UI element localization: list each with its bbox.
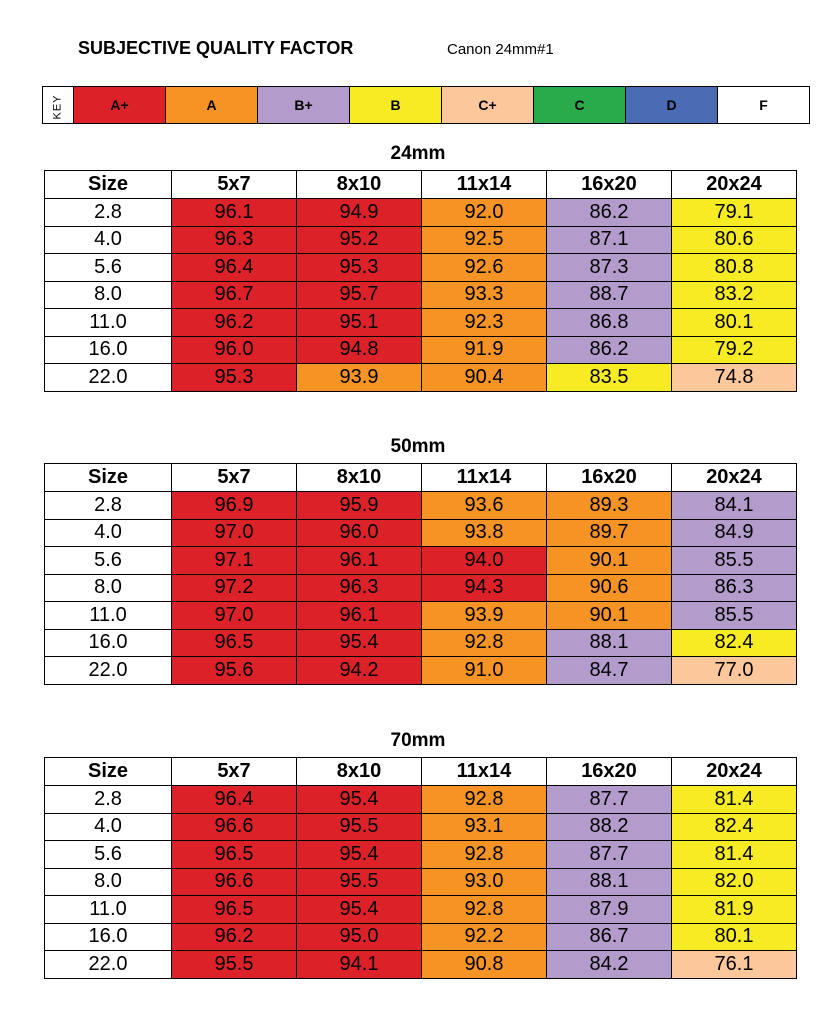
column-header: Size bbox=[45, 758, 172, 786]
value-cell: 96.5 bbox=[172, 896, 297, 924]
value-cell: 81.4 bbox=[672, 786, 797, 814]
key-grade-d: D bbox=[626, 87, 718, 124]
table-row bbox=[45, 868, 797, 896]
table-row bbox=[45, 602, 797, 630]
value-cell: 83.2 bbox=[672, 281, 797, 309]
value-cell: 93.8 bbox=[422, 519, 547, 547]
value-cell: 96.2 bbox=[172, 923, 297, 951]
value-cell: 87.7 bbox=[547, 786, 672, 814]
value-cell: 82.4 bbox=[672, 629, 797, 657]
size-cell: 2.8 bbox=[45, 199, 172, 227]
value-cell: 92.3 bbox=[422, 309, 547, 337]
value-cell: 80.1 bbox=[672, 309, 797, 337]
value-cell: 96.4 bbox=[172, 786, 297, 814]
size-cell: 16.0 bbox=[45, 629, 172, 657]
table-row bbox=[45, 226, 797, 254]
value-cell: 96.6 bbox=[172, 868, 297, 896]
page-title: SUBJECTIVE QUALITY FACTOR bbox=[78, 38, 354, 58]
key-grade-f: F bbox=[718, 87, 810, 124]
value-cell: 96.3 bbox=[172, 226, 297, 254]
key-label: KEY bbox=[51, 94, 64, 120]
value-cell: 96.5 bbox=[172, 629, 297, 657]
value-cell: 95.6 bbox=[172, 657, 297, 685]
value-cell: 87.3 bbox=[547, 254, 672, 282]
value-cell: 95.3 bbox=[297, 254, 422, 282]
value-cell: 84.2 bbox=[547, 951, 672, 979]
column-header: 11x14 bbox=[422, 171, 547, 199]
value-cell: 84.9 bbox=[672, 519, 797, 547]
value-cell: 95.4 bbox=[297, 841, 422, 869]
value-cell: 96.7 bbox=[172, 281, 297, 309]
column-header: 5x7 bbox=[172, 464, 297, 492]
column-header: 16x20 bbox=[547, 464, 672, 492]
value-cell: 86.8 bbox=[547, 309, 672, 337]
value-cell: 79.1 bbox=[672, 199, 797, 227]
table-row bbox=[45, 281, 797, 309]
value-cell: 79.2 bbox=[672, 336, 797, 364]
value-cell: 84.1 bbox=[672, 492, 797, 520]
value-cell: 96.0 bbox=[297, 519, 422, 547]
value-cell: 81.4 bbox=[672, 841, 797, 869]
column-header: 8x10 bbox=[297, 758, 422, 786]
table-row bbox=[45, 841, 797, 869]
value-cell: 87.1 bbox=[547, 226, 672, 254]
value-cell: 95.0 bbox=[297, 923, 422, 951]
size-cell: 16.0 bbox=[45, 336, 172, 364]
value-cell: 90.1 bbox=[547, 602, 672, 630]
value-cell: 88.7 bbox=[547, 281, 672, 309]
value-cell: 80.6 bbox=[672, 226, 797, 254]
table-title: 70mm bbox=[390, 730, 446, 751]
value-cell: 97.2 bbox=[172, 574, 297, 602]
table-title: 50mm bbox=[390, 436, 446, 457]
table-row bbox=[45, 951, 797, 979]
size-cell: 22.0 bbox=[45, 364, 172, 392]
value-cell: 96.1 bbox=[297, 602, 422, 630]
value-cell: 92.8 bbox=[422, 629, 547, 657]
value-cell: 84.7 bbox=[547, 657, 672, 685]
table-title: 24mm bbox=[390, 143, 446, 164]
value-cell: 90.1 bbox=[547, 547, 672, 575]
value-cell: 88.1 bbox=[547, 868, 672, 896]
size-cell: 4.0 bbox=[45, 519, 172, 547]
value-cell: 86.3 bbox=[672, 574, 797, 602]
value-cell: 80.8 bbox=[672, 254, 797, 282]
value-cell: 93.6 bbox=[422, 492, 547, 520]
value-cell: 96.2 bbox=[172, 309, 297, 337]
size-cell: 2.8 bbox=[45, 786, 172, 814]
value-cell: 93.9 bbox=[422, 602, 547, 630]
column-header: 16x20 bbox=[547, 758, 672, 786]
column-header: 8x10 bbox=[297, 171, 422, 199]
value-cell: 86.2 bbox=[547, 336, 672, 364]
column-header: 16x20 bbox=[547, 171, 672, 199]
column-header: 20x24 bbox=[672, 464, 797, 492]
value-cell: 95.9 bbox=[297, 492, 422, 520]
size-cell: 5.6 bbox=[45, 841, 172, 869]
size-cell: 8.0 bbox=[45, 868, 172, 896]
quality-table bbox=[44, 170, 797, 392]
column-header: Size bbox=[45, 171, 172, 199]
value-cell: 81.9 bbox=[672, 896, 797, 924]
value-cell: 96.3 bbox=[297, 574, 422, 602]
size-cell: 5.6 bbox=[45, 254, 172, 282]
value-cell: 92.6 bbox=[422, 254, 547, 282]
table-row bbox=[45, 657, 797, 685]
value-cell: 76.1 bbox=[672, 951, 797, 979]
value-cell: 86.2 bbox=[547, 199, 672, 227]
header-row bbox=[45, 758, 797, 786]
value-cell: 86.7 bbox=[547, 923, 672, 951]
value-cell: 93.3 bbox=[422, 281, 547, 309]
value-cell: 92.8 bbox=[422, 841, 547, 869]
value-cell: 92.8 bbox=[422, 896, 547, 924]
value-cell: 88.2 bbox=[547, 813, 672, 841]
value-cell: 92.8 bbox=[422, 786, 547, 814]
column-header: 20x24 bbox=[672, 758, 797, 786]
value-cell: 95.3 bbox=[172, 364, 297, 392]
value-cell: 97.0 bbox=[172, 519, 297, 547]
table-row bbox=[45, 254, 797, 282]
value-cell: 95.1 bbox=[297, 309, 422, 337]
value-cell: 94.0 bbox=[422, 547, 547, 575]
size-cell: 4.0 bbox=[45, 813, 172, 841]
value-cell: 92.0 bbox=[422, 199, 547, 227]
size-cell: 11.0 bbox=[45, 896, 172, 924]
value-cell: 96.1 bbox=[297, 547, 422, 575]
table-row bbox=[45, 813, 797, 841]
value-cell: 95.4 bbox=[297, 896, 422, 924]
quality-table bbox=[44, 463, 797, 685]
value-cell: 96.0 bbox=[172, 336, 297, 364]
value-cell: 96.6 bbox=[172, 813, 297, 841]
value-cell: 95.4 bbox=[297, 786, 422, 814]
key-grade-c-plus: C+ bbox=[442, 87, 534, 124]
size-cell: 5.6 bbox=[45, 547, 172, 575]
size-cell: 22.0 bbox=[45, 657, 172, 685]
size-cell: 8.0 bbox=[45, 574, 172, 602]
size-cell: 2.8 bbox=[45, 492, 172, 520]
table-row bbox=[45, 364, 797, 392]
value-cell: 96.1 bbox=[172, 199, 297, 227]
value-cell: 95.5 bbox=[297, 813, 422, 841]
value-cell: 91.9 bbox=[422, 336, 547, 364]
value-cell: 94.2 bbox=[297, 657, 422, 685]
value-cell: 93.9 bbox=[297, 364, 422, 392]
column-header: 11x14 bbox=[422, 758, 547, 786]
key-grade-b: B bbox=[350, 87, 442, 124]
value-cell: 93.0 bbox=[422, 868, 547, 896]
size-cell: 8.0 bbox=[45, 281, 172, 309]
value-cell: 95.2 bbox=[297, 226, 422, 254]
value-cell: 93.1 bbox=[422, 813, 547, 841]
value-cell: 94.1 bbox=[297, 951, 422, 979]
value-cell: 94.9 bbox=[297, 199, 422, 227]
value-cell: 91.0 bbox=[422, 657, 547, 685]
value-cell: 87.7 bbox=[547, 841, 672, 869]
value-cell: 89.3 bbox=[547, 492, 672, 520]
column-header: 5x7 bbox=[172, 171, 297, 199]
value-cell: 77.0 bbox=[672, 657, 797, 685]
size-cell: 11.0 bbox=[45, 309, 172, 337]
value-cell: 90.8 bbox=[422, 951, 547, 979]
table-row bbox=[45, 629, 797, 657]
value-cell: 96.5 bbox=[172, 841, 297, 869]
table-row bbox=[45, 896, 797, 924]
table-row bbox=[45, 786, 797, 814]
value-cell: 89.7 bbox=[547, 519, 672, 547]
header-row bbox=[45, 464, 797, 492]
key-grade-c: C bbox=[534, 87, 626, 124]
table-row bbox=[45, 519, 797, 547]
table-row bbox=[45, 923, 797, 951]
key-grade-a: A bbox=[166, 87, 258, 124]
value-cell: 95.5 bbox=[172, 951, 297, 979]
table-row bbox=[45, 547, 797, 575]
size-cell: 11.0 bbox=[45, 602, 172, 630]
value-cell: 94.3 bbox=[422, 574, 547, 602]
value-cell: 96.9 bbox=[172, 492, 297, 520]
value-cell: 92.5 bbox=[422, 226, 547, 254]
value-cell: 87.9 bbox=[547, 896, 672, 924]
value-cell: 90.4 bbox=[422, 364, 547, 392]
table-row bbox=[45, 199, 797, 227]
table-row bbox=[45, 492, 797, 520]
size-cell: 22.0 bbox=[45, 951, 172, 979]
key-grade-a-plus: A+ bbox=[74, 87, 166, 124]
column-header: 8x10 bbox=[297, 464, 422, 492]
size-cell: 4.0 bbox=[45, 226, 172, 254]
quality-table bbox=[44, 757, 797, 979]
value-cell: 96.4 bbox=[172, 254, 297, 282]
table-row bbox=[45, 309, 797, 337]
key-grade-b-plus: B+ bbox=[258, 87, 350, 124]
value-cell: 92.2 bbox=[422, 923, 547, 951]
value-cell: 95.5 bbox=[297, 868, 422, 896]
value-cell: 85.5 bbox=[672, 602, 797, 630]
column-header: Size bbox=[45, 464, 172, 492]
column-header: 11x14 bbox=[422, 464, 547, 492]
value-cell: 95.7 bbox=[297, 281, 422, 309]
table-row bbox=[45, 574, 797, 602]
key-label-cell bbox=[43, 87, 74, 124]
size-cell: 16.0 bbox=[45, 923, 172, 951]
value-cell: 74.8 bbox=[672, 364, 797, 392]
value-cell: 88.1 bbox=[547, 629, 672, 657]
value-cell: 97.0 bbox=[172, 602, 297, 630]
value-cell: 82.0 bbox=[672, 868, 797, 896]
grade-key bbox=[42, 86, 810, 124]
value-cell: 82.4 bbox=[672, 813, 797, 841]
value-cell: 97.1 bbox=[172, 547, 297, 575]
value-cell: 80.1 bbox=[672, 923, 797, 951]
column-header: 20x24 bbox=[672, 171, 797, 199]
value-cell: 90.6 bbox=[547, 574, 672, 602]
value-cell: 95.4 bbox=[297, 629, 422, 657]
table-row bbox=[45, 336, 797, 364]
value-cell: 83.5 bbox=[547, 364, 672, 392]
value-cell: 94.8 bbox=[297, 336, 422, 364]
lens-name: Canon 24mm#1 bbox=[447, 41, 554, 58]
header-row bbox=[45, 171, 797, 199]
value-cell: 85.5 bbox=[672, 547, 797, 575]
column-header: 5x7 bbox=[172, 758, 297, 786]
